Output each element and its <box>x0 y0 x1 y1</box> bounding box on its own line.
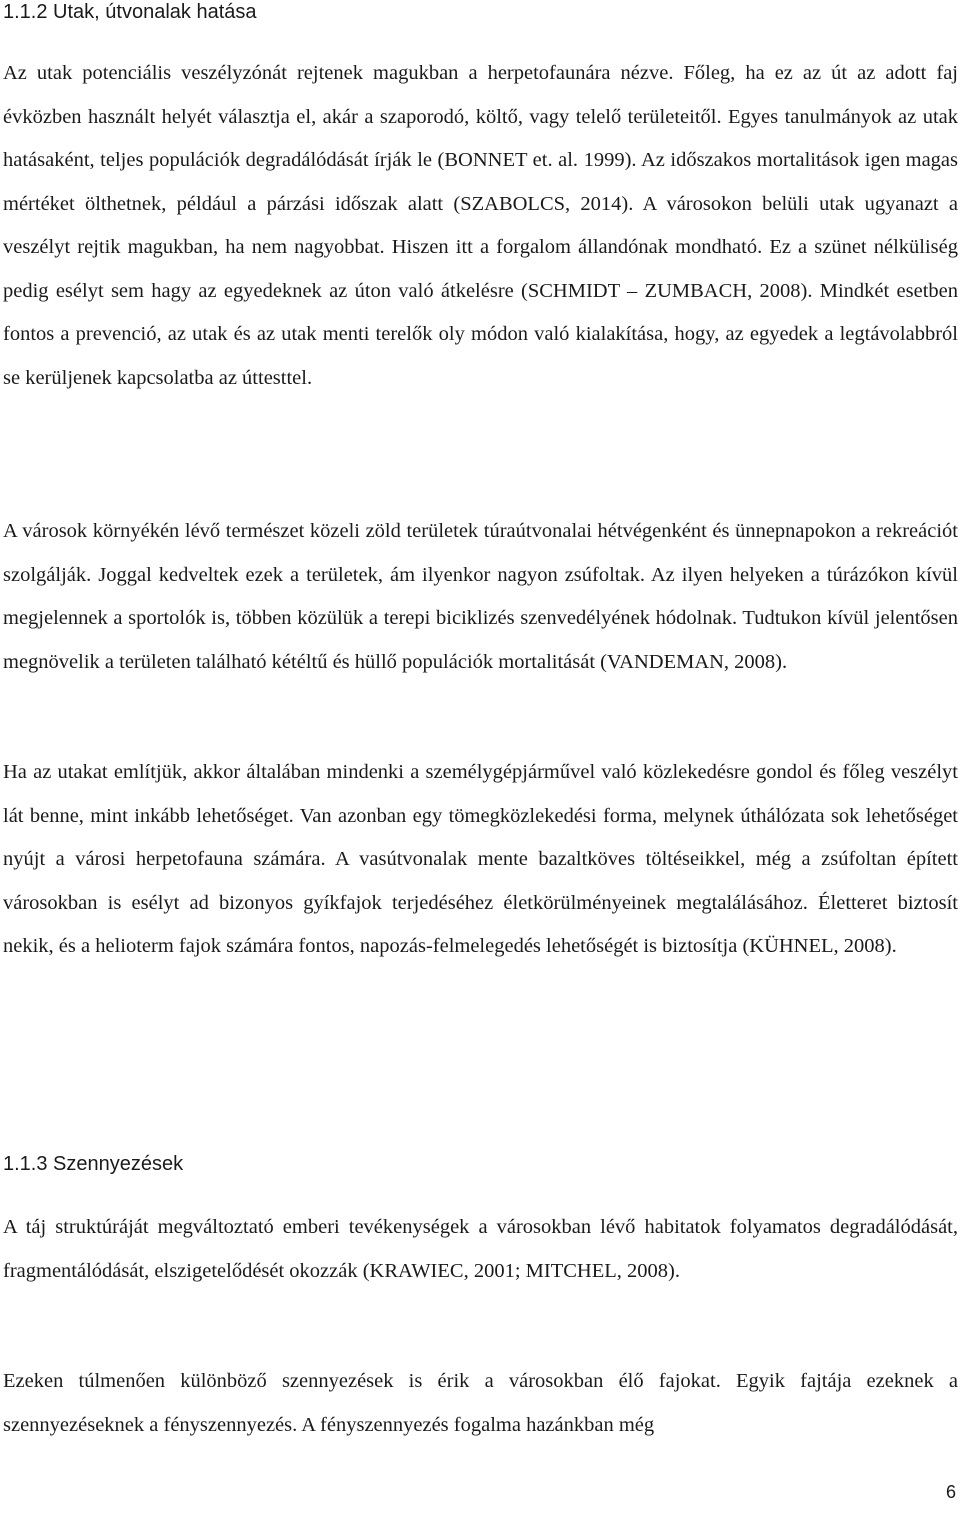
page-number: 6 <box>945 1482 956 1502</box>
paragraph-railways: Ha az utakat említjük, akkor általában mindenki a személygépjárművel való közlekedésre gondol és főleg veszélyt lát benne, mint inkább lehetőséget. Van azonban egy tömegközlekedési forma, melynek úthálózata sok lehetőséget nyújt a városi herpetofauna számára. A vasútvonalak mente bazaltköves töltéseikkel, még a zsúfoltan épített városokban is esélyt ad bizonyos gyíkfajok terjedéséhez életkörülményeinek megtalálásához. Életteret biztosít nekik, és a helioterm fajok számára fontos, napozás-felmelegedés lehetőségét is biztosítja (KÜHNEL, 2008). <box>3 761 958 957</box>
paragraph-roads-danger: Az utak potenciális veszélyzónát rejtenek magukban a herpetofaunára nézve. Főleg, ha ez az út az adott faj évközben használt helyét választja el, akár a szaporodó, költő, vagy telelő területeitől. Egyes tanulmányok az utak hatásaként, teljes populációk degradálódását írják le (BONNET et. al. 1999). Az időszakos mortalitások igen magas mértéket ölthetnek, például a párzási időszak alatt (SZABOLCS, 2014). A városokon belüli utak ugyanazt a veszélyt rejtik magukban, ha nem nagyobbat. Hiszen itt a forgalom állandónak mondható. Ez a szünet nélküliség pedig esélyt sem hagy az egyedeknek az úton való átkelésre (SCHMIDT – ZUMBACH, 2008). Mindkét esetben fontos a prevenció, az utak és az utak menti terelők oly módon való kialakítása, hogy, az egyedek a legtávolabbról se kerüljenek kapcsolatba az úttesttel. <box>3 62 958 389</box>
paragraph-habitat-degradation: A táj struktúráját megváltoztató emberi tevékenységek a városokban lévő habitatok folyamatos degradálódását, fragmentálódását, elszigetelődését okozzák (KRAWIEC, 2001; MITCHEL, 2008). <box>3 1216 958 1282</box>
paragraph-hiking-trails: A városok környékén lévő természet közeli zöld területek túraútvonalai hétvégenként és ünnepnapokon a rekreációt szolgálják. Joggal kedveltek ezek a területek, ám ilyenkor nagyon zsúfoltak. Az ilyen helyeken a túrázókon kívül megjelennek a sportolók is, többen közülük a terepi biciklizés szenvedélyének hódolnak. Tudtukon kívül jelentősen megnövelik a területen található kétéltű és hüllő populációk mortalitását (VANDEMAN, 2008). <box>3 520 958 673</box>
section-heading-pollution: 1.1.3 Szennyezések <box>3 1153 184 1175</box>
section-heading-roads: 1.1.2 Utak, útvonalak hatása <box>3 1 257 23</box>
paragraph-light-pollution: Ezeken túlmenően különböző szennyezések is érik a városokban élő fajokat. Egyik fajtája ezeknek a szennyezéseknek a fényszennyezés. A fényszennyezés fogalma hazánkban még <box>3 1370 958 1436</box>
